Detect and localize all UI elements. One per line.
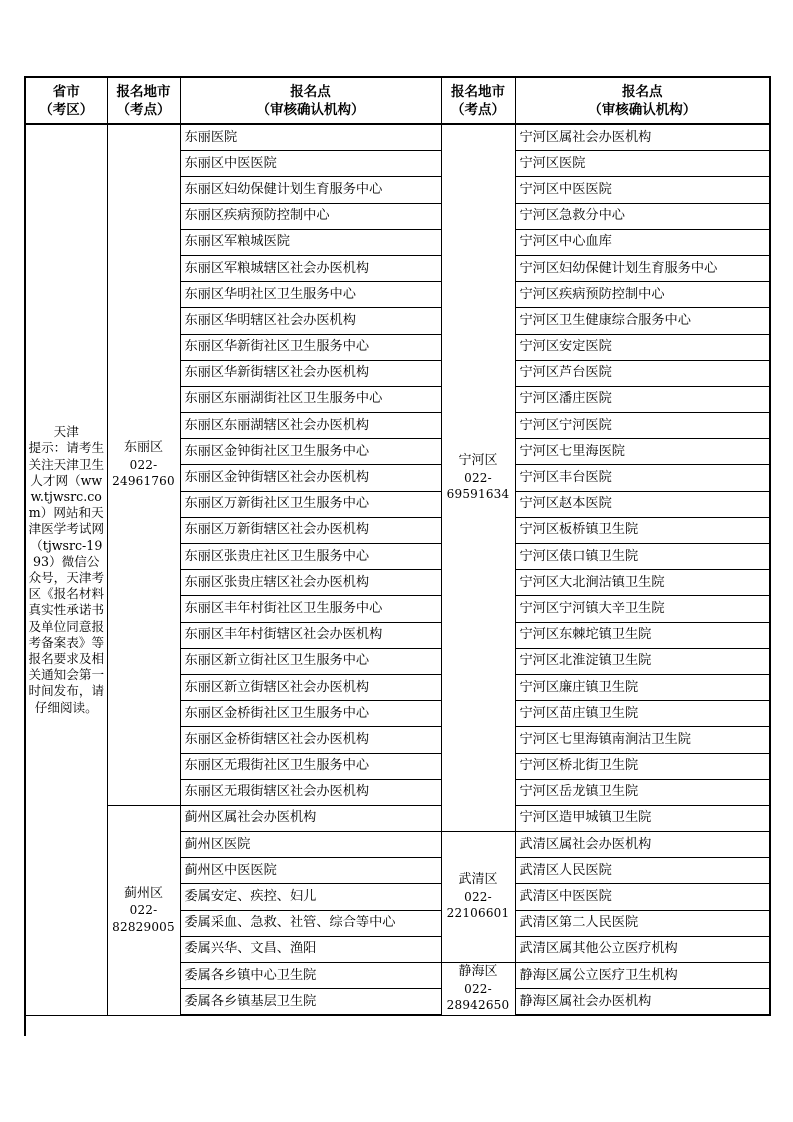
left-site-cell: 东丽区无瑕街社区卫生服务中心 bbox=[180, 753, 441, 779]
left-city-cell bbox=[107, 124, 180, 805]
city-name: 宁河区 bbox=[458, 453, 498, 469]
left-site-cell: 东丽区中医医院 bbox=[180, 151, 441, 177]
table-body bbox=[25, 124, 770, 1015]
header-site-right: 报名点 （审核确认机构） bbox=[515, 77, 770, 124]
right-site-cell: 宁河区大北涧沽镇卫生院 bbox=[515, 570, 770, 596]
right-site-cell: 宁河区急救分中心 bbox=[515, 203, 770, 229]
right-site-cell: 宁河区七里海医院 bbox=[515, 439, 770, 465]
right-site-cell: 宁河区廉庄镇卫生院 bbox=[515, 674, 770, 700]
right-city-cell bbox=[441, 124, 515, 832]
right-site-cell: 宁河区宁河医院 bbox=[515, 413, 770, 439]
city-phone: 022-69591634 bbox=[446, 470, 510, 502]
city-name: 静海区 bbox=[458, 964, 498, 980]
right-site-cell: 宁河区潘庄医院 bbox=[515, 386, 770, 412]
city-name: 东丽区 bbox=[123, 440, 163, 456]
header-city: 报名地市 （考点） bbox=[107, 77, 180, 124]
left-site-cell: 东丽区万新街辖区社会办医机构 bbox=[180, 517, 441, 543]
table-row bbox=[25, 124, 770, 151]
right-site-cell: 宁河区苗庄镇卫生院 bbox=[515, 701, 770, 727]
left-site-cell: 东丽区丰年村街辖区社会办医机构 bbox=[180, 622, 441, 648]
province-name: 天津 bbox=[53, 424, 79, 440]
left-site-cell: 东丽区华明辖区社会办医机构 bbox=[180, 308, 441, 334]
right-site-cell: 宁河区北淮淀镇卫生院 bbox=[515, 648, 770, 674]
right-site-cell: 宁河区宁河镇大辛卫生院 bbox=[515, 596, 770, 622]
left-site-cell: 蓟州区医院 bbox=[180, 832, 441, 858]
left-site-cell: 东丽区华新街辖区社会办医机构 bbox=[180, 360, 441, 386]
right-site-cell: 宁河区俵口镇卫生院 bbox=[515, 544, 770, 570]
left-site-cell: 东丽区万新街社区卫生服务中心 bbox=[180, 491, 441, 517]
right-site-cell: 宁河区岳龙镇卫生院 bbox=[515, 779, 770, 805]
city-name: 武清区 bbox=[458, 872, 498, 888]
left-site-cell: 东丽区军粮城辖区社会办医机构 bbox=[180, 255, 441, 281]
right-site-cell: 宁河区板桥镇卫生院 bbox=[515, 517, 770, 543]
city-phone: 022-82829005 bbox=[112, 903, 175, 934]
right-city-cell bbox=[441, 832, 515, 963]
left-site-cell: 东丽区华新街社区卫生服务中心 bbox=[180, 334, 441, 360]
right-site-cell: 宁河区芦台医院 bbox=[515, 360, 770, 386]
right-site-cell: 武清区属其他公立医疗机构 bbox=[515, 936, 770, 962]
left-site-cell: 东丽区丰年村街社区卫生服务中心 bbox=[180, 596, 441, 622]
right-site-cell: 宁河区医院 bbox=[515, 151, 770, 177]
left-site-cell: 委属兴华、文昌、渔阳 bbox=[180, 936, 441, 962]
city-name: 蓟州区 bbox=[123, 885, 163, 901]
left-site-cell: 东丽区新立街社区卫生服务中心 bbox=[180, 648, 441, 674]
right-site-cell: 宁河区中心血库 bbox=[515, 229, 770, 255]
left-site-cell: 东丽区妇幼保健计划生育服务中心 bbox=[180, 177, 441, 203]
right-site-cell: 宁河区安定医院 bbox=[515, 334, 770, 360]
right-site-cell: 宁河区赵本医院 bbox=[515, 491, 770, 517]
left-site-cell: 委属安定、疾控、妇儿 bbox=[180, 884, 441, 910]
header-province: 省市 （考区） bbox=[25, 77, 107, 124]
right-site-cell: 宁河区七里海镇南涧沽卫生院 bbox=[515, 727, 770, 753]
table-tail-line bbox=[24, 1014, 26, 1036]
province-cell bbox=[25, 124, 107, 1015]
left-site-cell: 委属各乡镇中心卫生院 bbox=[180, 963, 441, 989]
left-site-cell: 东丽区疾病预防控制中心 bbox=[180, 203, 441, 229]
right-site-cell: 宁河区属社会办医机构 bbox=[515, 124, 770, 151]
left-site-cell: 委属采血、急救、社管、综合等中心 bbox=[180, 910, 441, 936]
left-site-cell: 蓟州区属社会办医机构 bbox=[180, 805, 441, 831]
right-site-cell: 宁河区东棘坨镇卫生院 bbox=[515, 622, 770, 648]
right-site-cell: 武清区中医医院 bbox=[515, 884, 770, 910]
left-site-cell: 东丽区东丽湖辖区社会办医机构 bbox=[180, 413, 441, 439]
left-site-cell: 东丽医院 bbox=[180, 124, 441, 151]
left-site-cell: 东丽区金桥街社区卫生服务中心 bbox=[180, 701, 441, 727]
table-row bbox=[25, 805, 770, 831]
header-site: 报名点 （审核确认机构） bbox=[180, 77, 441, 124]
city-phone: 022-22106601 bbox=[446, 889, 510, 921]
header-city-right: 报名地市 （考点） bbox=[441, 77, 515, 124]
right-site-cell: 宁河区中医医院 bbox=[515, 177, 770, 203]
left-site-cell: 委属各乡镇基层卫生院 bbox=[180, 989, 441, 1016]
left-site-cell: 东丽区新立街辖区社会办医机构 bbox=[180, 674, 441, 700]
right-site-cell: 静海区属社会办医机构 bbox=[515, 989, 770, 1016]
left-site-cell: 东丽区东丽湖街社区卫生服务中心 bbox=[180, 386, 441, 412]
left-city-cell bbox=[107, 805, 180, 1015]
right-site-cell: 静海区属公立医疗卫生机构 bbox=[515, 963, 770, 989]
header-row bbox=[25, 77, 770, 124]
city-phone: 022-24961760 bbox=[112, 457, 175, 489]
registration-table bbox=[24, 76, 771, 1016]
left-site-cell: 东丽区金钟街社区卫生服务中心 bbox=[180, 439, 441, 465]
right-site-cell: 宁河区妇幼保健计划生育服务中心 bbox=[515, 255, 770, 281]
right-site-cell: 宁河区疾病预防控制中心 bbox=[515, 282, 770, 308]
right-site-cell: 宁河区丰台医院 bbox=[515, 465, 770, 491]
left-site-cell: 东丽区华明社区卫生服务中心 bbox=[180, 282, 441, 308]
right-site-cell: 武清区人民医院 bbox=[515, 858, 770, 884]
left-site-cell: 东丽区金钟街辖区社会办医机构 bbox=[180, 465, 441, 491]
right-site-cell: 宁河区桥北街卫生院 bbox=[515, 753, 770, 779]
left-site-cell: 蓟州区中医医院 bbox=[180, 858, 441, 884]
left-site-cell: 东丽区军粮城医院 bbox=[180, 229, 441, 255]
right-site-cell: 武清区第二人民医院 bbox=[515, 910, 770, 936]
city-phone: 022-28942650 bbox=[446, 981, 510, 1013]
right-site-cell: 宁河区造甲城镇卫生院 bbox=[515, 805, 770, 831]
left-site-cell: 东丽区张贵庄辖区社会办医机构 bbox=[180, 570, 441, 596]
left-site-cell: 东丽区无瑕街辖区社会办医机构 bbox=[180, 779, 441, 805]
province-note: 提示：请考生关注天津卫生人才网（www.tjwsrc.com）网站和天津医学考试网（tjwsrc-1993）微信公众号，天津考区《报名材料真实性承诺书及单位同意报考备案表》等报名要求及相关通知会第一时间发布，请仔细阅读。 bbox=[28, 440, 105, 715]
left-site-cell: 东丽区张贵庄社区卫生服务中心 bbox=[180, 544, 441, 570]
right-city-cell bbox=[441, 963, 515, 1016]
left-site-cell: 东丽区金桥街辖区社会办医机构 bbox=[180, 727, 441, 753]
right-site-cell: 武清区属社会办医机构 bbox=[515, 832, 770, 858]
right-site-cell: 宁河区卫生健康综合服务中心 bbox=[515, 308, 770, 334]
